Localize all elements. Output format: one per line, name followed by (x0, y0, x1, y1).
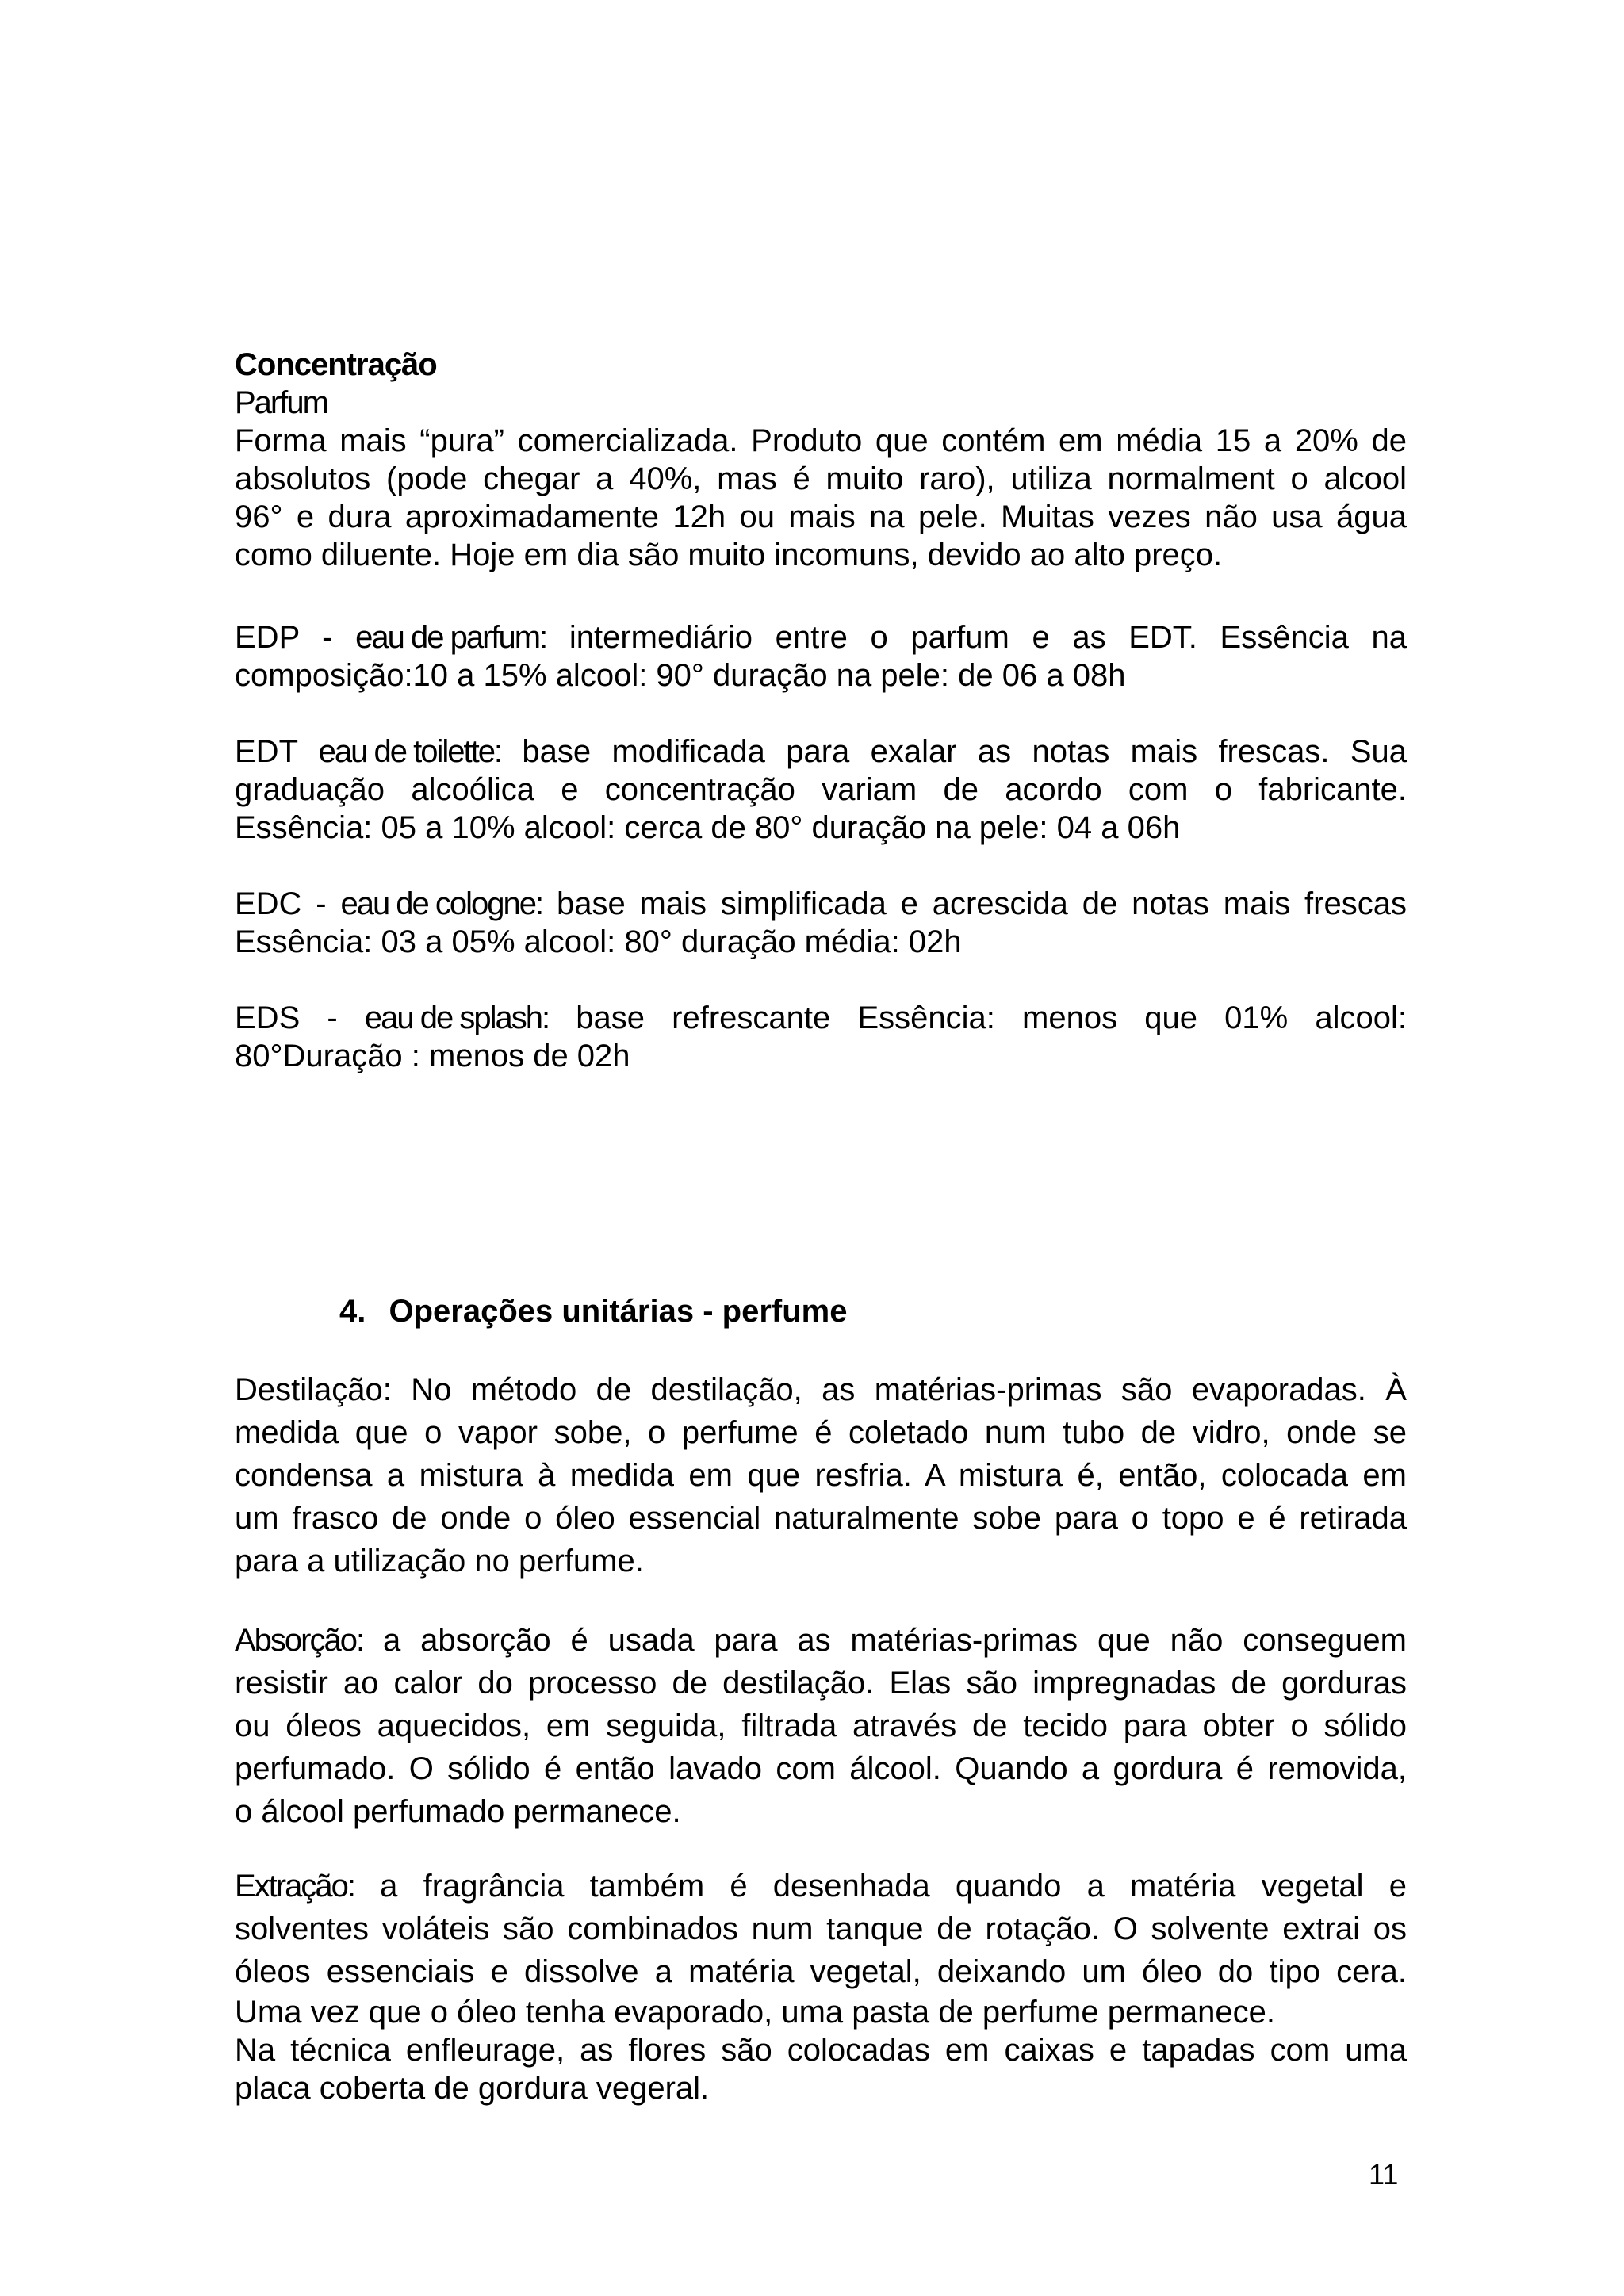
extracao-description: a fragrância também é desenhada quando a matéria vegetal e (380, 1869, 1407, 1904)
edp-line-2: composição:10 a 15% alcool: 90° duração na pele: de 06 a 08h (235, 658, 1126, 693)
absorcao-paragraph (235, 1619, 1407, 1833)
eds-line-1 (235, 999, 1407, 1037)
absorcao-line: ou óleos aquecidos, em seguida, filtrada através de tecido para obter o sólido (235, 1709, 1407, 1743)
edt-line-1 (235, 733, 1407, 771)
concentracao-block (235, 346, 1407, 574)
parfum-label: Parfum (235, 385, 327, 420)
absorcao-line-1 (235, 1619, 1407, 1662)
section-number: 4. (339, 1294, 366, 1329)
edc-line-1 (235, 885, 1407, 923)
edt-description: base modificada para exalar as notas mais frescas. Sua (522, 734, 1407, 769)
absorcao-line: o álcool perfumado permanece. (235, 1794, 681, 1829)
destilacao-line: um frasco de onde o óleo essencial naturalmente sobe para o topo e é retirada (235, 1501, 1407, 1536)
absorcao-line: resistir ao calor do processo de destilação. Elas são impregnadas de gorduras (235, 1666, 1407, 1701)
parfum-line: Forma mais “pura” comercializada. Produto que contém em média 15 a 20% de (235, 423, 1407, 458)
parfum-line: 96° e dura aproximadamente 12h ou mais na pele. Muitas vezes não usa água (235, 499, 1407, 534)
eds-prefix: EDS - (235, 1001, 338, 1035)
extracao-line: solventes voláteis são combinados num tanque de rotação. O solvente extrai os (235, 1911, 1407, 1946)
extracao-line: óleos essenciais e dissolve a matéria vegetal, deixando um óleo do tipo cera. (235, 1954, 1407, 1989)
eds-line-2: 80°Duração : menos de 02h (235, 1039, 630, 1073)
extracao-line: Uma vez que o óleo tenha evaporado, uma pasta de perfume permanece. (235, 1995, 1275, 2030)
eds-block (235, 999, 1407, 1075)
edc-block (235, 885, 1407, 961)
edc-term: eau de cologne: (340, 886, 543, 921)
destilacao-line: medida que o vapor sobe, o perfume é coletado num tubo de vidro, onde se (235, 1415, 1407, 1450)
extracao-term: Extração: (235, 1869, 354, 1904)
page-number: 11 (1369, 2158, 1399, 2191)
section-title-text: Operações unitárias - perfume (389, 1294, 848, 1329)
extracao-line: Na técnica enfleurage, as flores são colocadas em caixas e tapadas com uma (235, 2033, 1407, 2068)
absorcao-term: Absorção: (235, 1623, 364, 1658)
edc-prefix: EDC - (235, 886, 327, 921)
edt-term: eau de toilette: (318, 734, 502, 769)
parfum-line: como diluente. Hoje em dia são muito incomuns, devido ao alto preço. (235, 538, 1223, 572)
absorcao-description: a absorção é usada para as matérias-primas que não conseguem (382, 1623, 1407, 1658)
destilacao-line: Destilação: No método de destilação, as matérias-primas são evaporadas. À (235, 1372, 1407, 1407)
extracao-line-1 (235, 1865, 1407, 1908)
eds-term: eau de splash: (364, 1001, 550, 1035)
edp-line-1 (235, 618, 1407, 656)
destilacao-line: condensa a mistura à medida em que resfria. A mistura é, então, colocada em (235, 1458, 1407, 1493)
destilacao-paragraph (235, 1368, 1407, 1582)
section-title (339, 1294, 847, 1330)
edp-term: eau de parfum: (355, 620, 547, 655)
eds-description: base refrescante Essência: menos que 01% alcool: (576, 1001, 1407, 1035)
parfum-line: absolutos (pode chegar a 40%, mas é muito raro), utiliza normalment o alcool (235, 461, 1407, 496)
extracao-paragraph (235, 1865, 1407, 2107)
edt-prefix: EDT (235, 734, 298, 769)
edp-prefix: EDP - (235, 620, 333, 655)
edc-line-2: Essência: 03 a 05% alcool: 80° duração média: 02h (235, 924, 962, 959)
concentracao-heading: Concentração (235, 347, 437, 382)
edt-line-2: graduação alcoólica e concentração variam de acordo com o fabricante. (235, 772, 1407, 807)
edc-description: base mais simplificada e acrescida de notas mais frescas (556, 886, 1407, 921)
absorcao-line: perfumado. O sólido é então lavado com álcool. Quando a gordura é removida, (235, 1751, 1407, 1786)
edt-line-3: Essência: 05 a 10% alcool: cerca de 80° duração na pele: 04 a 06h (235, 810, 1181, 845)
edp-description: intermediário entre o parfum e as EDT. Essência na (569, 620, 1407, 655)
edp-block (235, 618, 1407, 695)
destilacao-line: para a utilização no perfume. (235, 1544, 644, 1578)
extracao-line: placa coberta de gordura vegeral. (235, 2071, 710, 2106)
edt-block (235, 733, 1407, 847)
